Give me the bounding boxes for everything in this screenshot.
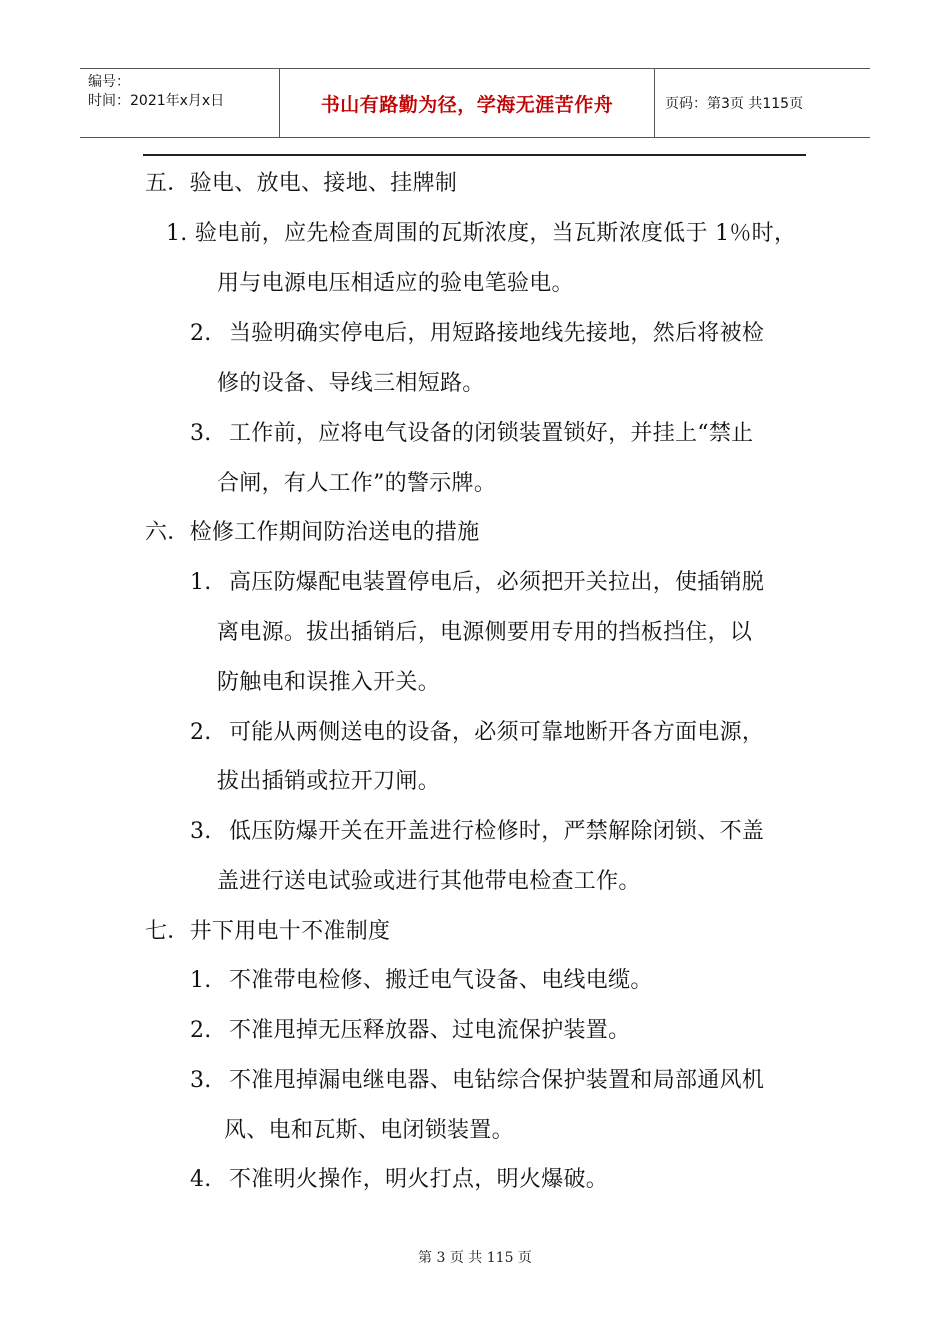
- list-item-line: 不准甩掉无压释放器、过电流保护装置。: [229, 1018, 631, 1043]
- list-item-line: 不准带电检修、搬迁电气设备、电线电缆。: [229, 968, 653, 993]
- list-item-line: 不准甩掉漏电继电器、电钻综合保护装置和局部通风机: [229, 1068, 765, 1093]
- list-item-line: 修的设备、导线三相短路。: [217, 371, 485, 396]
- list-item-number: 2.: [190, 720, 212, 745]
- list-item-line: 风、电和瓦斯、电闭锁装置。: [224, 1118, 514, 1143]
- list-item-line: 低压防爆开关在开盖进行检修时，严禁解除闭锁、不盖: [229, 819, 765, 844]
- list-item-line: 当验明确实停电后，用短路接地线先接地，然后将被检: [229, 321, 765, 346]
- list-item-number: 1.: [190, 570, 212, 595]
- header-table: [80, 68, 870, 138]
- page-footer: 第 3 页 共 115 页: [418, 1250, 532, 1266]
- list-item-line: 防触电和误推入开关。: [217, 670, 441, 695]
- list-item-line: 拔出插销或拉开刀闸。: [217, 769, 441, 794]
- list-item-number: 2.: [190, 1018, 212, 1043]
- header-divider: [143, 154, 806, 156]
- list-item-line: 合闸，有人工作”的警示牌。: [217, 471, 497, 496]
- doc-time-label: 时间：2021年x月x日: [88, 93, 225, 109]
- list-item-number: 4.: [190, 1167, 212, 1192]
- doc-number-label: 编号：: [88, 74, 130, 90]
- section-title-5: 五．验电、放电、接地、挂牌制: [145, 171, 458, 196]
- list-item-number: 3.: [190, 819, 212, 844]
- list-item-number: 3.: [190, 1068, 212, 1093]
- list-item-line: 高压防爆配电装置停电后，必须把开关拉出，使插销脱: [229, 570, 765, 595]
- list-item-line: 1. 验电前，应先检查周围的瓦斯浓度，当瓦斯浓度低于 1％时，: [166, 221, 797, 246]
- section-title-7: 七．井下用电十不准制度: [145, 919, 391, 944]
- list-item-line: 离电源。拔出插销后，电源侧要用专用的挡板挡住，以: [217, 620, 753, 645]
- list-item-line: 可能从两侧送电的设备，必须可靠地断开各方面电源，: [229, 720, 765, 745]
- list-item-line: 盖进行送电试验或进行其他带电检查工作。: [217, 869, 641, 894]
- header-motto: 书山有路勤为径，学海无涯苦作舟: [280, 69, 655, 137]
- header-page-info: 页码：第3页 共115页: [665, 96, 804, 112]
- list-item-line: 工作前，应将电气设备的闭锁装置锁好，并挂上“禁止: [229, 421, 754, 446]
- list-item-line: 不准明火操作，明火打点，明火爆破。: [229, 1167, 609, 1192]
- list-item-number: 1.: [190, 968, 212, 993]
- section-title-6: 六．检修工作期间防治送电的措施: [145, 520, 480, 545]
- header-meta: [80, 69, 280, 137]
- list-item-number: 3.: [190, 421, 212, 446]
- list-item-number: 2.: [190, 321, 212, 346]
- list-item-line: 用与电源电压相适应的验电笔验电。: [217, 271, 574, 296]
